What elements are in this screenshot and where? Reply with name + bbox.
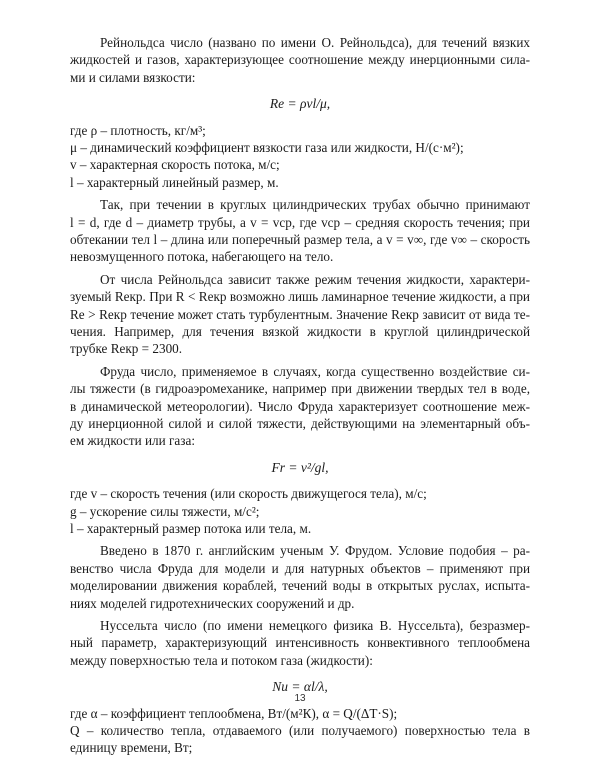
text-line: невозмущенного потока, набегающего на тело.: [70, 249, 334, 265]
text-line: Q – количество тепла, отдаваемого (или получаемого) поверхностью тела в: [70, 723, 530, 738]
formula: Fr = v²/gl,: [271, 459, 329, 475]
text-line: l – характерный линейный размер, м.: [70, 174, 279, 190]
text-line: Фруда число, применяемое в случаях, когда существенно воздействие си-: [100, 363, 530, 379]
text-line: ем жидкости или газа:: [70, 433, 195, 449]
text-line: Нуссельта число (по имени немецкого физика В. Нуссельта), безразмер-: [100, 618, 530, 633]
text-line: ниях моделей гидротехнических сооружений и др.: [70, 595, 355, 611]
text-line: От числа Рейнольдса зависит также режим течения жидкости, характери-: [100, 271, 530, 287]
text-line: обтекании тел l – длина или поперечный размер тела, а v = v∞, где v∞ – скорость: [70, 232, 530, 247]
text-line: жидкостей и газов, характеризующее соотношение между инерционными сила-: [70, 52, 530, 68]
text-line: в динамической метеорологии). Число Фруда характеризует соотношение меж-: [70, 398, 530, 414]
text-line: μ – динамический коэффициент вязкости газа или жидкости, Н/(с·м²);: [70, 140, 464, 155]
text-line: где ρ – плотность, кг/м³;: [70, 122, 206, 138]
text-line: венство числа Фруда для модели и для натурных объектов – применяют при: [70, 560, 530, 576]
text-line: чения. Например, для течения вязкой жидкости в круглой цилиндрической: [70, 324, 530, 339]
text-line: моделировании движения кораблей, течений воды в открытых руслах, испыта-: [70, 578, 530, 594]
formula: Nu = αl/λ,: [272, 679, 328, 695]
text-line: Re > Reкр течение может стать турбулентным. Значение Reкр зависит от вида те-: [70, 306, 530, 322]
text-line: зуемый Reкр. При R < Reкр возможно лишь ламинарное течение жидкости, а при: [70, 289, 530, 305]
text-line: где α – коэффициент теплообмена, Вт/(м²К), α = Q/(ΔT·S);: [70, 705, 398, 721]
text-line: между поверхностью тела и потоком газа (жидкости):: [70, 652, 373, 668]
text-line: Так, при течении в круглых цилиндрических трубах обычно принимают: [100, 197, 530, 213]
text-line: единицу времени, Вт;: [70, 740, 193, 756]
page-number: 13: [294, 693, 306, 704]
text-line: l – характерный размер потока или тела, м.: [70, 521, 312, 536]
text-line: ми и силами вязкости:: [70, 69, 196, 85]
text-line: l = d, где d – диаметр трубы, а v = vср, где vср – средняя скорость течения; при: [70, 214, 530, 230]
text-line: Рейнольдса число (названо по имени О. Рейнольдса), для течений вязких: [100, 35, 530, 50]
text-line: ду инерционной силой и силой тяжести, действующими на элементарный объ-: [70, 416, 530, 431]
text-line: трубке Reкр = 2300.: [70, 341, 183, 357]
text-line: v – характерная скорость потока, м/с;: [70, 157, 280, 173]
formula: Re = ρvl/μ,: [269, 96, 331, 112]
text-line: Введено в 1870 г. английским ученым У. Фрудом. Условие подобия – ра-: [100, 543, 530, 559]
text-line: g – ускорение силы тяжести, м/с²;: [70, 503, 260, 519]
text-line: где v – скорость течения (или скорость движущегося тела), м/с;: [70, 486, 427, 502]
text-line: ный параметр, характеризующий интенсивность конвективного теплообмена: [70, 635, 530, 651]
text-line: лы тяжести (в гидроаэромеханике, например при движении твердых тел в водe,: [70, 381, 530, 397]
